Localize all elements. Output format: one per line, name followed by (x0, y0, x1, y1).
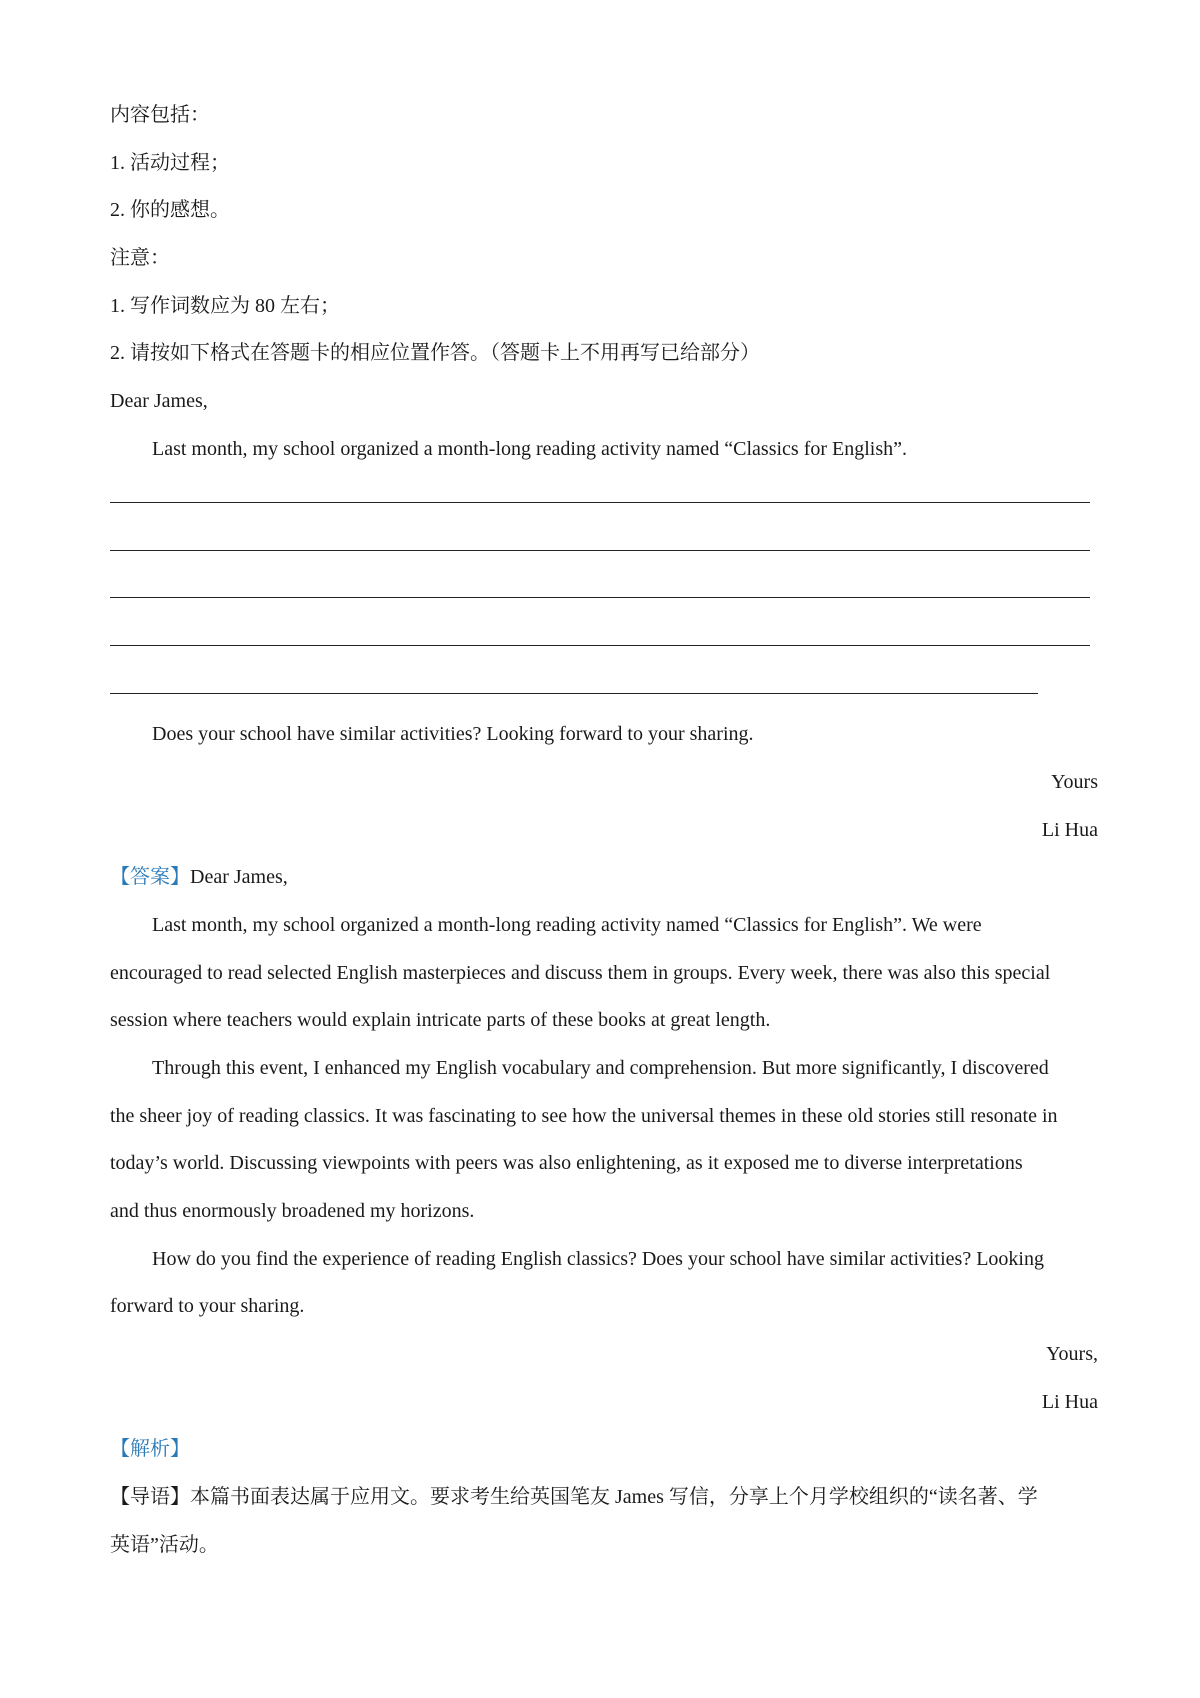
answer-tag: 【答案】 (110, 866, 190, 888)
answer-header (110, 863, 288, 891)
content-item-1: 1. 活动过程； (110, 152, 230, 174)
answer-blank-line (110, 550, 1090, 551)
answer-blank-line (110, 693, 1038, 694)
answer-blank-line (110, 502, 1090, 503)
answer-p2-line-4: and thus enormously broadened my horizons. (110, 1200, 475, 1222)
answer-p3-line-1: How do you find the experience of reading English classics? Does your school have similar activities? Looking (152, 1248, 1044, 1270)
template-opening: Last month, my school organized a month-long reading activity named “Classics for English”. (152, 438, 908, 460)
analysis-tag: 【解析】 (110, 1438, 190, 1460)
answer-blank-line (110, 597, 1090, 598)
template-name: Li Hua (1041, 819, 1098, 841)
answer-p1-line-1: Last month, my school organized a month-long reading activity named “Classics for English”. We were (152, 914, 982, 936)
answer-p1-line-3: session where teachers would explain intricate parts of these books at great length. (110, 1009, 771, 1031)
answer-blank-line (110, 645, 1090, 646)
guide-line-2: 英语”活动。 (110, 1534, 219, 1556)
answer-name: Li Hua (1041, 1391, 1098, 1413)
answer-signoff: Yours, (1046, 1343, 1098, 1365)
answer-p1-line-2: encouraged to read selected English masterpieces and discuss them in groups. Every week, there was also this special (110, 962, 1051, 984)
content-item-2: 2. 你的感想。 (110, 199, 230, 221)
content-heading: 内容包括： (110, 104, 210, 126)
notes-heading: 注意： (110, 247, 170, 269)
guide-tag: 【导语】 (110, 1486, 190, 1508)
answer-p3-line-2: forward to your sharing. (110, 1295, 305, 1317)
answer-p2-line-3: today’s world. Discussing viewpoints with peers was also enlightening, as it exposed me to diverse interpretations (110, 1152, 1023, 1174)
template-greeting: Dear James, (110, 390, 208, 412)
template-closing: Does your school have similar activities? Looking forward to your sharing. (152, 723, 754, 745)
note-item-2: 2. 请按如下格式在答题卡的相应位置作答。（答题卡上不用再写已给部分） (110, 342, 760, 364)
answer-greeting: Dear James, (190, 866, 288, 888)
answer-p2-line-2: the sheer joy of reading classics. It was fascinating to see how the universal themes in these old stories still resonate in (110, 1105, 1058, 1127)
guide-line-1: 【导语】本篇书面表达属于应用文。要求考生给英国笔友 James 写信，分享上个月学校组织的“读名著、学 (110, 1486, 1038, 1508)
template-signoff: Yours (1051, 771, 1098, 793)
answer-p2-line-1: Through this event, I enhanced my English vocabulary and comprehension. But more significantly, I discovered (152, 1057, 1049, 1079)
note-item-1: 1. 写作词数应为 80 左右； (110, 295, 340, 317)
